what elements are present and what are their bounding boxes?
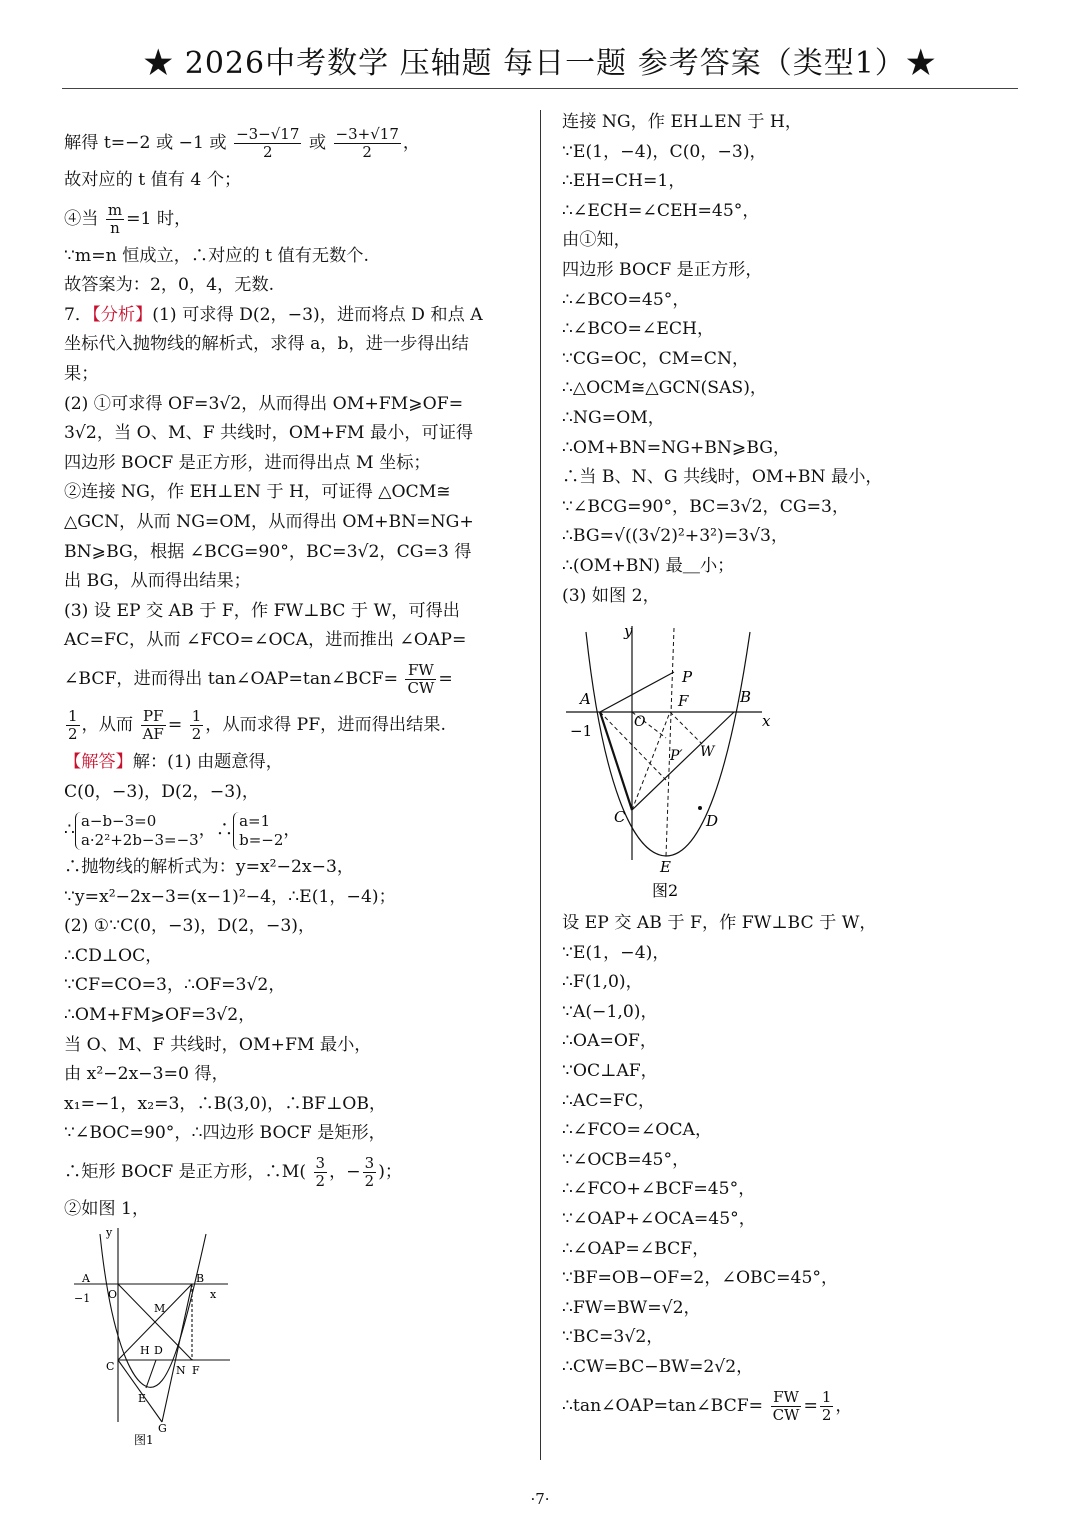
text-line: $\frac{1}{2}$ ，从而 $\frac{PF}{AF}$ = $\frac{1}{2}$ ，从而求得 PF，进而得出结果. (68, 706, 446, 743)
label-g: G (158, 1422, 167, 1435)
text-line: 四边形 BOCF 是正方形，进而得出点 M 坐标； (64, 452, 431, 473)
text-line: 由①知， (562, 230, 631, 251)
fraction: $\frac{-3+√17}{2}$ (335, 125, 399, 161)
line-cg (118, 1360, 162, 1422)
text-line: 故答案为：2，0，4，无数. (64, 275, 275, 296)
text-line: 果； (64, 363, 99, 384)
text-line: AC=FC，从而 ∠FCO=∠OCA，进而推出 ∠OAP= (64, 630, 467, 651)
label-e: E (138, 1392, 147, 1405)
label-y: y (624, 622, 633, 640)
text-line: ∴∠FCO+∠BCF=45°， (562, 1179, 756, 1200)
text-line: 由 x²−2x−3=0 得， (64, 1064, 229, 1085)
fraction: $\frac{3}{2}$ (364, 1154, 375, 1191)
text-line: ∴OM+FM⩾OF=3√2， (64, 1005, 256, 1026)
text-line: ∴FW=BW=√2， (562, 1297, 701, 1318)
text-line: ∴∠ECH=∠CEH=45°， (562, 200, 760, 221)
fraction: $\frac{FW}{CW}$ (772, 1387, 800, 1424)
line-ac (600, 712, 632, 810)
label-f: F (192, 1364, 200, 1377)
fraction: $\frac{m}{n}$ (107, 200, 123, 237)
text-line: 故对应的 t 值有 4 个； (64, 170, 242, 190)
page-title: ★ 2026中考数学 压轴题 每日一题 参考答案（类型1）★ (143, 46, 937, 81)
text-line: ②连接 NG，作 EH⊥EN 于 H，可证得 △OCM≅ (64, 482, 451, 503)
solution-tag: 【解答】 (64, 751, 133, 772)
label-b: B (196, 1272, 205, 1285)
line-bg (162, 1284, 192, 1422)
text-line: 当 O、M、F 共线时，OM+FM 最小， (64, 1034, 372, 1055)
label-minus-one: −1 (570, 722, 593, 740)
text-line: ∴抛物线的解析式为：y=x²−2x−3， (64, 857, 355, 878)
label-d: D (154, 1344, 163, 1357)
text-line: ∵E(1，−4)，C(0，−3)， (562, 141, 767, 162)
text-line: ∴AC=FC， (562, 1090, 656, 1111)
text-line: ∴OA=OF， (562, 1031, 658, 1052)
label-a: A (580, 690, 591, 708)
text-line: ∵E(1，−4)， (562, 942, 670, 963)
label-y: y (106, 1226, 113, 1239)
text-line: 出 BG，从而得出结果； (64, 571, 251, 592)
fraction: $\frac{1}{2}$ (68, 706, 78, 743)
label-c: C (106, 1360, 115, 1373)
figure-2-caption: 图2 (652, 881, 679, 900)
text-line: ∴BG=√((3√2)²+3²)=3√3， (562, 526, 789, 547)
text-line: 四边形 BOCF 是正方形， (562, 259, 763, 280)
label-e: E (660, 858, 671, 876)
parabola (100, 1234, 206, 1387)
text-line: ∵∠BCG=90°，BC=3√2，CG=3， (562, 496, 850, 517)
text-line: C(0，−3)，D(2，−3)， (64, 781, 260, 802)
text-line: 3√2，当 O、M、F 共线时，OM+FM 最小，可证得 (64, 423, 474, 444)
text-line: △GCN，从而 NG=OM，从而得出 OM+BN=NG+ (64, 511, 474, 532)
line-ap (600, 672, 674, 712)
text-line: (2) ①∵C(0，−3)，D(2，−3)， (64, 916, 316, 937)
label-c: C (614, 808, 626, 826)
text-line: ∵A(−1,0)， (562, 1001, 658, 1022)
text-line: ∵CF=CO=3，∴OF=3√2， (64, 975, 286, 996)
label-m: M (154, 1302, 166, 1315)
label-o: O (634, 714, 646, 730)
equation-system: ∴ a−b−3=0 a·2²+2b−3=−3 ，∴ a=1 b=−2 ， (64, 811, 301, 849)
text-line: 7．【分析】(1) 可求得 D(2，−3)，进而将点 D 和点 A (64, 304, 483, 325)
text-line: ∴△OCM≅△GCN(SAS)， (562, 378, 768, 399)
fraction: $\frac{FW}{CW}$ (407, 660, 435, 697)
text-line: ∴矩形 BOCF 是正方形，∴M( $\frac{3}{2}$ ，− $\frac{3}{2}$ )； (64, 1154, 403, 1191)
text-line: 连接 NG，作 EH⊥EN 于 H， (562, 112, 803, 132)
figure-2 (562, 620, 784, 905)
text-line: ∴OM+BN=NG+BN⩾BG， (562, 437, 791, 458)
text-line: ∵m=n 恒成立，∴对应的 t 值有无数个. (64, 245, 369, 266)
text-line: ∴∠OAP=∠BCF， (562, 1238, 710, 1259)
text-line: (3) 设 EP 交 AB 于 F，作 FW⊥BC 于 W，可得出 (64, 600, 460, 621)
left-column (64, 120, 524, 1225)
text-line: ∴∠FCO=∠OCA， (562, 1120, 713, 1141)
label-x: x (762, 712, 771, 730)
text-line: 设 EP 交 AB 于 F，作 FW⊥BC 于 W， (562, 913, 877, 934)
text-line: ∵y=x²−2x−3=(x−1)²−4，∴E(1，−4)； (64, 886, 396, 907)
point-d (698, 806, 702, 810)
text-line: ∵∠BOC=90°，∴四边形 BOCF 是矩形， (64, 1123, 386, 1144)
fraction: $\frac{PF}{AF}$ (142, 706, 164, 743)
text-line: ∵∠OAP+∠OCA=45°， (562, 1209, 756, 1230)
text-line: ∴CW=BC−BW=2√2， (562, 1357, 754, 1377)
label-h: H (140, 1344, 150, 1357)
text-line: x₁=−1，x₂=3，∴B(3,0)，∴BF⊥OB， (64, 1093, 387, 1114)
figure-1 (70, 1222, 240, 1447)
text-line: (2) ①可求得 OF=3√2，从而得出 OM+FM⩾OF= (64, 393, 464, 414)
text-line: ∴CD⊥OC， (64, 945, 163, 966)
column-divider (540, 110, 541, 1460)
text-line: BN⩾BG，根据 ∠BCG=90°，BC=3√2，CG=3 得 (64, 541, 472, 562)
analysis-tag: 【分析】 (92, 304, 153, 325)
text-line: ②如图 1， (64, 1199, 150, 1220)
label-x: x (210, 1288, 217, 1301)
text-line: 坐标代入抛物线的解析式，求得 a，b，进一步得出结 (64, 334, 469, 355)
label-a: A (82, 1272, 90, 1285)
fraction: $\frac{1}{2}$ (191, 706, 202, 743)
fraction: $\frac{3}{2}$ (315, 1154, 326, 1191)
label-p: P (682, 668, 693, 686)
text-line: ∴tan∠OAP=tan∠BCF= $\frac{FW}{CW}$ = $\frac{1}{2}$ ， (562, 1387, 853, 1424)
line-cb (632, 712, 734, 810)
label-b: B (740, 688, 752, 706)
text-line: ∴∠BCO=45°， (562, 289, 690, 310)
fraction: $\frac{-3-√17}{2}$ (236, 125, 300, 161)
text-line: (3) 如图 2， (562, 585, 660, 606)
line-ne (146, 1360, 156, 1388)
text-line: ∵CG=OC，CM=CN， (562, 348, 750, 369)
label-p-prime: P′ (670, 748, 683, 764)
text-line: ∴(OM+BN) 最＿小； (562, 555, 735, 576)
label-w: W (700, 744, 715, 760)
text-line: 解得 t=−2 或 −1 或 $\frac{-3-√17}{2}$ 或 $\frac{-3+√17}{2}$ ， (64, 125, 421, 161)
text-line: 【解答】解：(1) 由题意得， (64, 751, 283, 772)
text-line: ∵BC=3√2， (562, 1327, 664, 1348)
label-n: N (176, 1364, 186, 1377)
page-number: ·7· (530, 1490, 550, 1508)
label-d: D (706, 812, 719, 830)
label-minus-one: −1 (74, 1292, 91, 1305)
figure-1-caption: 图1 (134, 1433, 154, 1447)
text-line: ∵∠OCB=45°， (562, 1149, 690, 1170)
text-line: ∠BCF，进而得出 tan∠OAP=tan∠BCF= $\frac{FW}{CW}$ = (64, 660, 453, 697)
text-line: ∴EH=CH=1， (562, 171, 686, 192)
line-ep (666, 628, 674, 856)
label-o: O (108, 1288, 118, 1301)
text-line: ∴F(1,0)， (562, 972, 643, 993)
text-line: ∵OC⊥AF， (562, 1061, 658, 1082)
text-line: ④当 $\frac{m}{n}$ =1 时， (64, 200, 192, 237)
text-line: ∴当 B、N、G 共线时，OM+BN 最小， (562, 467, 883, 488)
text-line: ∴∠BCO=∠ECH， (562, 319, 715, 340)
header-divider (62, 88, 1018, 89)
fraction: $\frac{1}{2}$ (821, 1387, 832, 1424)
text-line: ∵BF=OB−OF=2，∠OBC=45°， (562, 1268, 839, 1289)
line-fw (670, 712, 702, 744)
text-line: ∴NG=OM， (562, 407, 665, 428)
label-f: F (678, 692, 689, 710)
